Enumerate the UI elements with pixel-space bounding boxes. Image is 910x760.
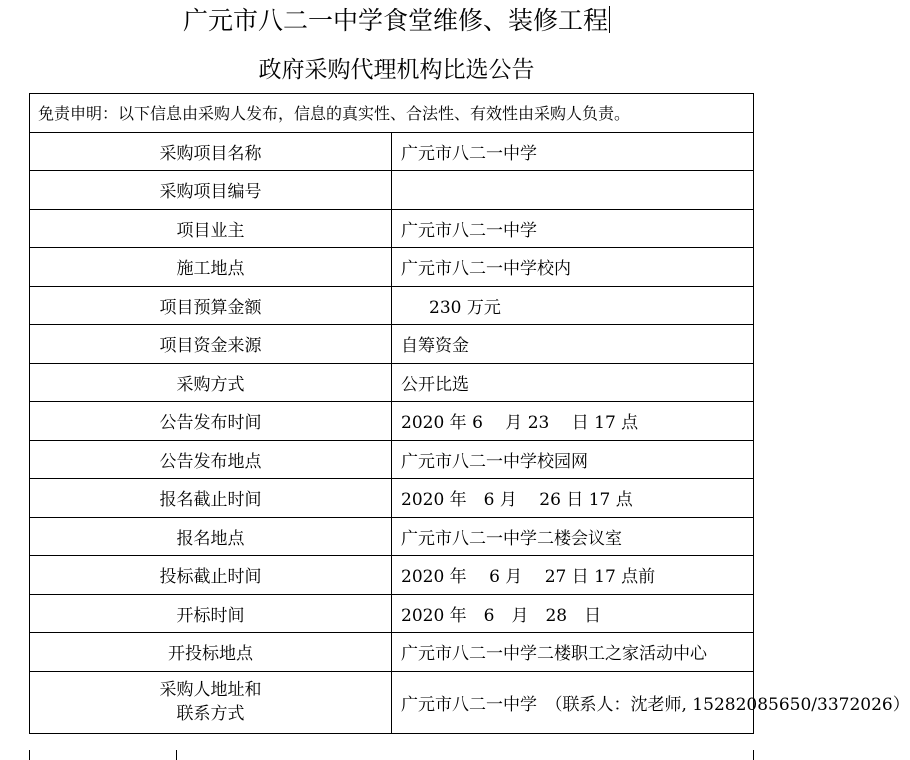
row-value-publish-place: 广元市八二一中学校园网 xyxy=(392,440,754,479)
document-title-text: 广元市八二一中学食堂维修、装修工程 xyxy=(182,6,608,35)
document-title xyxy=(0,3,793,39)
row-value-procurement-method: 公开比选 xyxy=(392,363,754,402)
next-row-edge xyxy=(29,750,754,760)
row-label-bid-deadline: 投标截止时间 xyxy=(30,556,392,595)
table-row xyxy=(30,132,754,171)
row-label-construction-site: 施工地点 xyxy=(30,248,392,287)
row-label-publish-time: 公告发布时间 xyxy=(30,402,392,441)
row-value-budget xyxy=(392,286,754,325)
row-value-fund-source: 自筹资金 xyxy=(392,325,754,364)
disclaimer-row xyxy=(30,94,754,133)
row-value-bid-opening-place: 广元市八二一中学二楼职工之家活动中心 xyxy=(392,633,754,672)
row-value-publish-time: 2020 年 6 月 23 日 17 点 xyxy=(392,402,754,441)
table-row xyxy=(30,517,754,556)
row-label-project-owner: 项目业主 xyxy=(30,209,392,248)
row-value-registration-deadline: 2020 年 6 月 26 日 17 点 xyxy=(392,479,754,518)
table-row xyxy=(30,209,754,248)
contact-label-line1: 采购人地址和 xyxy=(159,680,262,700)
table-row xyxy=(30,248,754,287)
row-label-project-number: 采购项目编号 xyxy=(30,171,392,210)
row-value-project-owner: 广元市八二一中学 xyxy=(392,209,754,248)
row-value-project-name: 广元市八二一中学 xyxy=(392,132,754,171)
row-label-fund-source: 项目资金来源 xyxy=(30,325,392,364)
table-row xyxy=(30,556,754,595)
row-label-project-name: 采购项目名称 xyxy=(30,132,392,171)
column-divider xyxy=(176,750,177,760)
row-value-construction-site: 广元市八二一中学校内 xyxy=(392,248,754,287)
row-value-bid-deadline: 2020 年 6 月 27 日 17 点前 xyxy=(392,556,754,595)
row-label-budget: 项目预算金额 xyxy=(30,286,392,325)
document-subtitle: 政府采购代理机构比选公告 xyxy=(258,57,535,83)
table-row xyxy=(30,479,754,518)
contact-row xyxy=(30,671,754,733)
table-row xyxy=(30,633,754,672)
row-label-procurement-method: 采购方式 xyxy=(30,363,392,402)
disclaimer-text: 免责申明：以下信息由采购人发布，信息的真实性、合法性、有效性由采购人负责。 xyxy=(30,94,754,133)
row-label-bid-opening-time: 开标时间 xyxy=(30,594,392,633)
row-label-contact xyxy=(30,671,392,733)
table-row xyxy=(30,325,754,364)
row-label-registration-place: 报名地点 xyxy=(30,517,392,556)
row-label-registration-deadline: 报名截止时间 xyxy=(30,479,392,518)
row-label-bid-opening-place: 开投标地点 xyxy=(30,633,392,672)
row-value-contact: 广元市八二一中学 （联系人：沈老师, 15282085650/3372026） xyxy=(392,671,754,733)
table-row xyxy=(30,286,754,325)
table-row xyxy=(30,440,754,479)
table-row xyxy=(30,402,754,441)
row-value-bid-opening-time: 2020 年 6 月 28 日 xyxy=(392,594,754,633)
table-row xyxy=(30,363,754,402)
contact-label-line2: 联系方式 xyxy=(176,704,245,724)
text-cursor xyxy=(609,6,610,33)
row-value-registration-place: 广元市八二一中学二楼会议室 xyxy=(392,517,754,556)
table-row xyxy=(30,594,754,633)
announcement-table xyxy=(29,93,910,734)
table-row xyxy=(30,171,754,210)
budget-amount: 230 万元 xyxy=(429,297,501,318)
row-value-project-number xyxy=(392,171,754,210)
row-label-publish-place: 公告发布地点 xyxy=(30,440,392,479)
